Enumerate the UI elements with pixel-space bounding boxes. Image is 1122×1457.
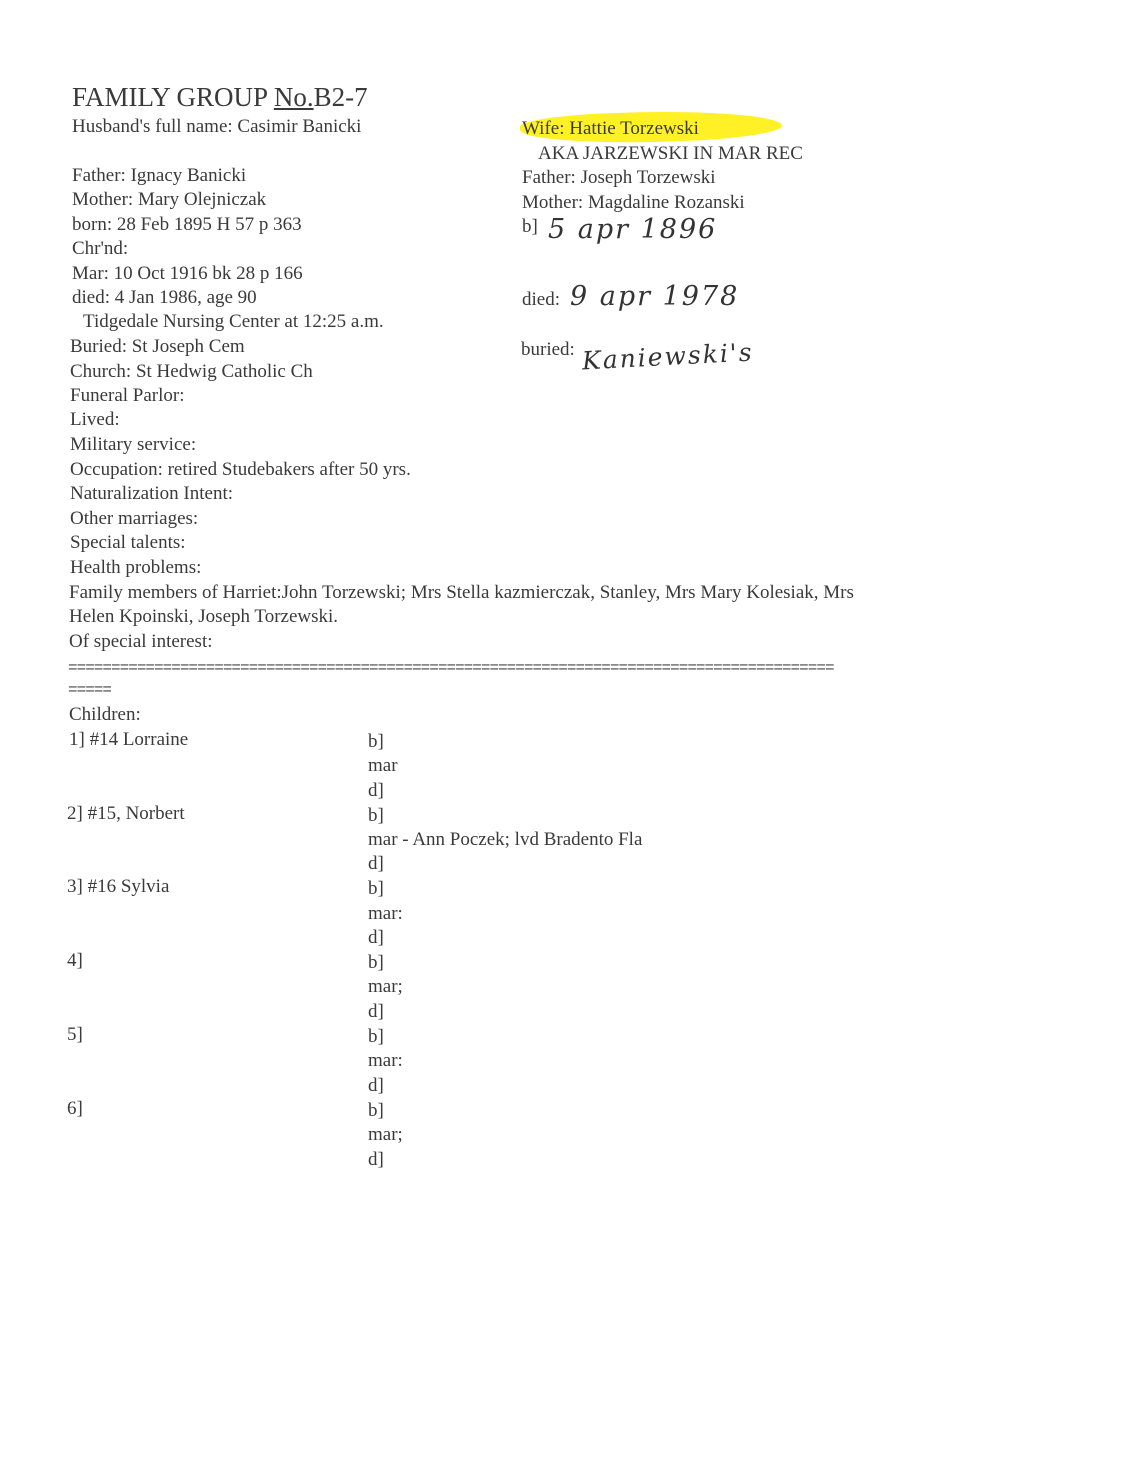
wife-father: Father: Joseph Torzewski (522, 167, 716, 188)
child-2-married: mar - Ann Poczek; lvd Bradento Fla (368, 829, 643, 850)
child-3-born: b] (368, 878, 384, 899)
child-1-label: 1] #14 Lorraine (69, 729, 189, 750)
child-5-died: d] (368, 1075, 384, 1096)
family-members-line1: Family members of Harriet:John Torzewski; Mrs Stella kazmierczak, Stanley, Mrs Mary Kolesiak, Mrs (69, 582, 854, 603)
wife-name: Wife: Hattie Torzewski (522, 118, 699, 139)
child-6-married: mar; (368, 1124, 403, 1145)
husband-father: Father: Ignacy Banicki (72, 165, 247, 186)
funeral-parlor: Funeral Parlor: (70, 385, 185, 406)
special-talents: Special talents: (70, 532, 186, 553)
page-title (72, 82, 368, 112)
wife-buried-handwritten: Kaniewski's (581, 337, 755, 376)
child-4-married: mar; (368, 976, 403, 997)
special-interest: Of special interest: (69, 631, 213, 652)
wife-buried-label: buried: (521, 339, 575, 360)
separator-line: ========================================================================================= (68, 659, 834, 677)
child-3-died: d] (368, 927, 384, 948)
husband-born: born: 28 Feb 1895 H 57 p 363 (72, 214, 302, 235)
husband-church: Church: St Hedwig Catholic Ch (70, 361, 313, 382)
other-marriages: Other marriages: (70, 508, 199, 529)
husband-married: Mar: 10 Oct 1916 bk 28 p 166 (72, 263, 303, 284)
husband-died-place: Tidgedale Nursing Center at 12:25 a.m. (83, 311, 384, 332)
child-1-died: d] (368, 780, 384, 801)
husband-buried: Buried: St Joseph Cem (70, 336, 245, 357)
separator-tail: ===== (68, 681, 112, 699)
child-4-born: b] (368, 952, 384, 973)
husband-full-name: Husband's full name: Casimir Banicki (72, 116, 362, 137)
occupation: Occupation: retired Studebakers after 50 yrs. (70, 459, 411, 480)
wife-mother: Mother: Magdaline Rozanski (522, 192, 745, 213)
child-4-label: 4] (67, 950, 83, 971)
child-6-died: d] (368, 1149, 384, 1170)
child-1-born: b] (368, 731, 384, 752)
lived: Lived: (70, 409, 120, 430)
title-no: No. (273, 82, 314, 112)
child-5-born: b] (368, 1026, 384, 1047)
wife-died-label: died: (522, 289, 560, 310)
wife-died-handwritten: 9 apr 1978 (570, 281, 740, 312)
child-4-died: d] (368, 1001, 384, 1022)
husband-mother: Mother: Mary Olejniczak (72, 189, 267, 210)
child-2-born: b] (368, 805, 384, 826)
child-1-married: mar (368, 755, 398, 776)
child-5-married: mar: (368, 1050, 403, 1071)
wife-aka: AKA JARZEWSKI IN MAR REC (538, 143, 803, 164)
title-code: B2-7 (313, 82, 368, 112)
child-2-label: 2] #15, Norbert (67, 803, 185, 824)
child-2-died: d] (368, 853, 384, 874)
title-prefix: FAMILY GROUP (72, 82, 268, 112)
health-problems: Health problems: (70, 557, 202, 578)
military-service: Military service: (70, 434, 197, 455)
wife-born-label: b] (522, 216, 538, 237)
children-heading: Children: (69, 704, 141, 725)
child-3-married: mar: (368, 903, 403, 924)
child-5-label: 5] (67, 1024, 83, 1045)
child-6-label: 6] (67, 1098, 83, 1119)
wife-born-handwritten: 5 apr 1896 (548, 214, 718, 245)
husband-christened: Chr'nd: (72, 238, 129, 259)
family-members-line2: Helen Kpoinski, Joseph Torzewski. (69, 606, 339, 627)
husband-died: died: 4 Jan 1986, age 90 (72, 287, 257, 308)
child-3-label: 3] #16 Sylvia (67, 876, 170, 897)
naturalization-intent: Naturalization Intent: (70, 483, 234, 504)
child-6-born: b] (368, 1100, 384, 1121)
